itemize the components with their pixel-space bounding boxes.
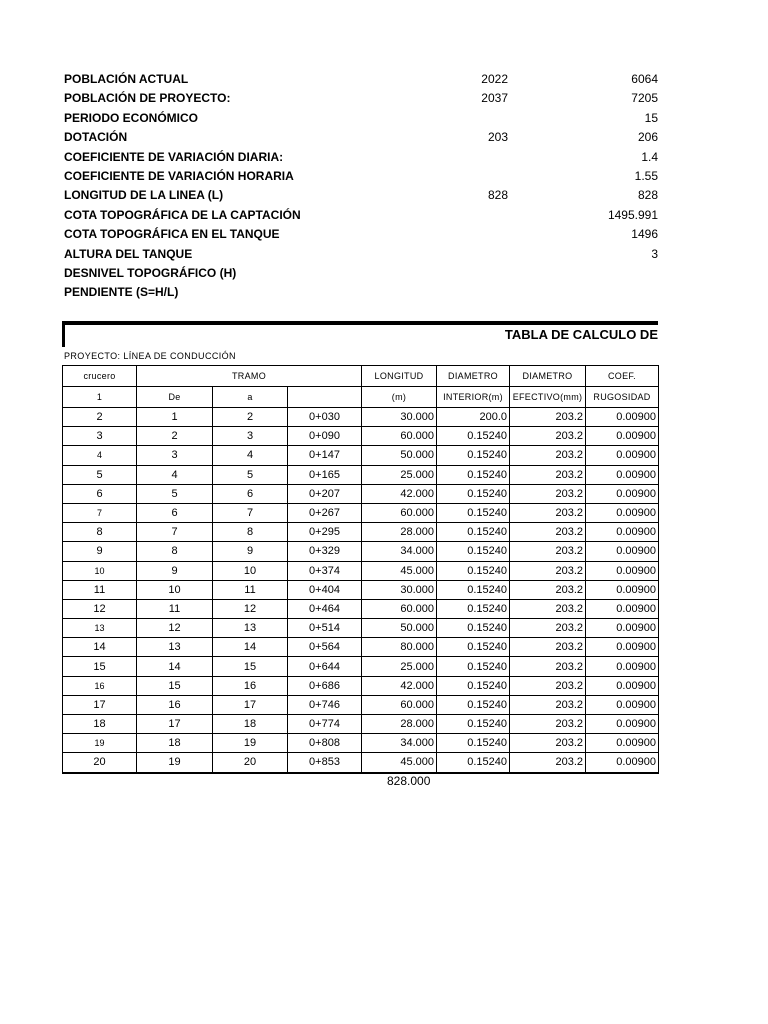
cell-coef-rugosidad: 0.00900	[586, 465, 659, 484]
cell-coef-rugosidad: 0.00900	[586, 580, 659, 599]
param-row	[64, 225, 658, 244]
cell-estacion: 0+165	[288, 465, 362, 484]
header-coef: COEF.	[586, 366, 659, 387]
cell-estacion: 0+404	[288, 580, 362, 599]
cell-de: 19	[137, 753, 213, 773]
cell-crucero: 20	[63, 753, 137, 773]
cell-longitud: 60.000	[362, 503, 437, 522]
cell-de: 12	[137, 619, 213, 638]
table-row	[63, 715, 659, 734]
cell-estacion: 0+207	[288, 484, 362, 503]
cell-longitud: 25.000	[362, 465, 437, 484]
param-value-2: 1.55	[634, 168, 658, 183]
cell-crucero: 17	[63, 695, 137, 714]
cell-diametro-interior: 0.15240	[437, 619, 510, 638]
cell-estacion: 0+464	[288, 599, 362, 618]
cell-diametro-efectivo: 203.2	[510, 484, 586, 503]
cell-crucero: 4	[63, 446, 137, 465]
cell-a: 12	[213, 599, 288, 618]
cell-longitud: 30.000	[362, 580, 437, 599]
cell-longitud: 60.000	[362, 695, 437, 714]
cell-a: 20	[213, 753, 288, 773]
cell-coef-rugosidad: 0.00900	[586, 734, 659, 753]
cell-de: 4	[137, 465, 213, 484]
table-row	[63, 484, 659, 503]
cell-longitud: 45.000	[362, 561, 437, 580]
cell-de: 9	[137, 561, 213, 580]
cell-crucero: 15	[63, 657, 137, 676]
table-header-row-2	[63, 387, 659, 408]
param-label: DOTACIÓN	[64, 130, 128, 145]
cell-crucero: 10	[63, 561, 137, 580]
cell-coef-rugosidad: 0.00900	[586, 638, 659, 657]
cell-crucero: 13	[63, 619, 137, 638]
table-row	[63, 561, 659, 580]
cell-diametro-efectivo: 203.2	[510, 503, 586, 522]
header-efectivo-unit: EFECTIVO(mm)	[510, 387, 586, 408]
cell-diametro-efectivo: 203.2	[510, 561, 586, 580]
cell-diametro-interior: 0.15240	[437, 695, 510, 714]
cell-estacion: 0+746	[288, 695, 362, 714]
cell-de: 10	[137, 580, 213, 599]
header-longitud-unit: (m)	[362, 387, 437, 408]
cell-coef-rugosidad: 0.00900	[586, 715, 659, 734]
cell-diametro-interior: 0.15240	[437, 599, 510, 618]
param-value-2: 206	[637, 130, 658, 145]
cell-diametro-efectivo: 203.2	[510, 408, 586, 427]
param-label: COTA TOPOGRÁFICA DE LA CAPTACIÓN	[64, 207, 301, 222]
header-de: De	[137, 387, 213, 408]
calculation-table-block	[62, 321, 658, 794]
param-row	[64, 206, 658, 225]
param-label: PENDIENTE (S=H/L)	[64, 285, 179, 300]
cell-estacion: 0+514	[288, 619, 362, 638]
cell-crucero: 18	[63, 715, 137, 734]
cell-estacion: 0+644	[288, 657, 362, 676]
cell-diametro-interior: 0.15240	[437, 638, 510, 657]
cell-longitud: 34.000	[362, 734, 437, 753]
param-value-2: 7205	[631, 91, 658, 106]
cell-diametro-interior: 0.15240	[437, 465, 510, 484]
param-row	[64, 128, 658, 147]
table-row	[63, 695, 659, 714]
header-estacion	[288, 387, 362, 408]
cell-coef-rugosidad: 0.00900	[586, 446, 659, 465]
param-label: COEFICIENTE DE VARIACIÓN HORARIA	[64, 168, 294, 183]
table-row	[63, 503, 659, 522]
cell-diametro-interior: 200.0	[437, 408, 510, 427]
cell-crucero: 2	[63, 408, 137, 427]
cell-a: 4	[213, 446, 288, 465]
cell-a: 5	[213, 465, 288, 484]
cell-coef-rugosidad: 0.00900	[586, 561, 659, 580]
table-row	[63, 523, 659, 542]
cell-longitud: 60.000	[362, 599, 437, 618]
cell-a: 16	[213, 676, 288, 695]
cell-de: 5	[137, 484, 213, 503]
cell-longitud: 25.000	[362, 657, 437, 676]
cell-de: 17	[137, 715, 213, 734]
cell-estacion: 0+030	[288, 408, 362, 427]
param-value-1: 203	[487, 130, 508, 145]
cell-longitud: 50.000	[362, 619, 437, 638]
header-a: a	[213, 387, 288, 408]
cell-de: 7	[137, 523, 213, 542]
param-row	[64, 264, 658, 283]
cell-crucero: 14	[63, 638, 137, 657]
cell-diametro-efectivo: 203.2	[510, 638, 586, 657]
cell-a: 14	[213, 638, 288, 657]
cell-estacion: 0+090	[288, 427, 362, 446]
cell-diametro-interior: 0.15240	[437, 484, 510, 503]
cell-coef-rugosidad: 0.00900	[586, 503, 659, 522]
param-value-2: 828	[637, 188, 658, 203]
cell-de: 15	[137, 676, 213, 695]
cell-estacion: 0+267	[288, 503, 362, 522]
cell-a: 18	[213, 715, 288, 734]
cell-diametro-efectivo: 203.2	[510, 619, 586, 638]
cell-diametro-efectivo: 203.2	[510, 465, 586, 484]
table-title-row	[62, 325, 658, 347]
cell-diametro-efectivo: 203.2	[510, 427, 586, 446]
cell-a: 10	[213, 561, 288, 580]
param-value-2: 15	[644, 110, 658, 125]
cell-coef-rugosidad: 0.00900	[586, 676, 659, 695]
table-title: TABLA DE CALCULO DE	[504, 327, 658, 342]
cell-de: 2	[137, 427, 213, 446]
cell-crucero: 5	[63, 465, 137, 484]
cell-estacion: 0+774	[288, 715, 362, 734]
cell-estacion: 0+147	[288, 446, 362, 465]
table-header-row-1	[63, 366, 659, 387]
cell-longitud: 42.000	[362, 676, 437, 695]
table-row	[63, 734, 659, 753]
cell-a: 9	[213, 542, 288, 561]
cell-longitud: 34.000	[362, 542, 437, 561]
cell-longitud: 28.000	[362, 523, 437, 542]
cell-coef-rugosidad: 0.00900	[586, 695, 659, 714]
cell-crucero: 8	[63, 523, 137, 542]
cell-crucero: 16	[63, 676, 137, 695]
cell-a: 2	[213, 408, 288, 427]
cell-a: 11	[213, 580, 288, 599]
cell-a: 3	[213, 427, 288, 446]
cell-longitud: 45.000	[362, 753, 437, 773]
param-row	[64, 109, 658, 128]
cell-coef-rugosidad: 0.00900	[586, 427, 659, 446]
cell-diametro-interior: 0.15240	[437, 753, 510, 773]
table-row	[63, 657, 659, 676]
cell-a: 15	[213, 657, 288, 676]
table-row	[63, 753, 659, 773]
table-row	[63, 619, 659, 638]
cell-de: 18	[137, 734, 213, 753]
project-label: PROYECTO: LÍNEA DE CONDUCCIÓN	[64, 351, 236, 361]
param-row	[64, 89, 658, 108]
cell-a: 19	[213, 734, 288, 753]
cell-crucero: 7	[63, 503, 137, 522]
param-label: LONGITUD DE LA LINEA (L)	[64, 188, 224, 203]
param-value-2: 3	[651, 246, 658, 261]
cell-a: 17	[213, 695, 288, 714]
cell-longitud: 30.000	[362, 408, 437, 427]
cell-coef-rugosidad: 0.00900	[586, 408, 659, 427]
cell-coef-rugosidad: 0.00900	[586, 657, 659, 676]
cell-estacion: 0+374	[288, 561, 362, 580]
cell-de: 8	[137, 542, 213, 561]
cell-diametro-efectivo: 203.2	[510, 734, 586, 753]
header-crucero: crucero	[63, 366, 137, 387]
cell-crucero: 6	[63, 484, 137, 503]
cell-longitud: 60.000	[362, 427, 437, 446]
cell-longitud: 50.000	[362, 446, 437, 465]
cell-diametro-interior: 0.15240	[437, 734, 510, 753]
cell-diametro-interior: 0.15240	[437, 561, 510, 580]
cell-longitud: 80.000	[362, 638, 437, 657]
param-value-1: 828	[487, 188, 508, 203]
table-row	[63, 580, 659, 599]
cell-estacion: 0+853	[288, 753, 362, 773]
cell-crucero: 3	[63, 427, 137, 446]
header-interior-unit: INTERIOR(m)	[437, 387, 510, 408]
param-value-2: 1.4	[641, 149, 658, 164]
table-row	[63, 599, 659, 618]
cell-estacion: 0+808	[288, 734, 362, 753]
cell-diametro-efectivo: 203.2	[510, 715, 586, 734]
cell-crucero: 11	[63, 580, 137, 599]
cell-diametro-efectivo: 203.2	[510, 753, 586, 773]
cell-de: 11	[137, 599, 213, 618]
cell-longitud: 42.000	[362, 484, 437, 503]
cell-crucero: 9	[63, 542, 137, 561]
param-value-1: 2037	[481, 91, 508, 106]
cell-de: 13	[137, 638, 213, 657]
param-value-2: 1496	[631, 227, 658, 242]
cell-diametro-efectivo: 203.2	[510, 542, 586, 561]
param-row	[64, 283, 658, 302]
cell-diametro-efectivo: 203.2	[510, 676, 586, 695]
param-label: COEFICIENTE DE VARIACIÓN DIARIA:	[64, 149, 284, 164]
cell-diametro-efectivo: 203.2	[510, 695, 586, 714]
total-longitud: 828.000	[387, 773, 431, 788]
table-row	[63, 446, 659, 465]
cell-diametro-interior: 0.15240	[437, 446, 510, 465]
cell-diametro-efectivo: 203.2	[510, 657, 586, 676]
cell-de: 16	[137, 695, 213, 714]
header-rugosidad: RUGOSIDAD	[586, 387, 659, 408]
cell-estacion: 0+564	[288, 638, 362, 657]
cell-coef-rugosidad: 0.00900	[586, 523, 659, 542]
cell-diametro-interior: 0.15240	[437, 523, 510, 542]
table-row	[63, 427, 659, 446]
cell-a: 6	[213, 484, 288, 503]
param-label: POBLACIÓN DE PROYECTO:	[64, 91, 231, 106]
cell-estacion: 0+686	[288, 676, 362, 695]
cell-diametro-interior: 0.15240	[437, 676, 510, 695]
cell-diametro-interior: 0.15240	[437, 503, 510, 522]
cell-diametro-efectivo: 203.2	[510, 523, 586, 542]
param-row	[64, 245, 658, 264]
cell-de: 14	[137, 657, 213, 676]
cell-coef-rugosidad: 0.00900	[586, 619, 659, 638]
cell-diametro-interior: 0.15240	[437, 657, 510, 676]
cell-crucero: 19	[63, 734, 137, 753]
param-label: PERIODO ECONÓMICO	[64, 110, 199, 125]
param-row	[64, 70, 658, 89]
cell-diametro-interior: 0.15240	[437, 542, 510, 561]
param-label: POBLACIÓN ACTUAL	[64, 72, 189, 86]
header-longitud: LONGITUD	[362, 366, 437, 387]
param-label: ALTURA DEL TANQUE	[64, 246, 193, 261]
table-row	[63, 676, 659, 695]
header-crucero-num: 1	[63, 387, 137, 408]
cell-diametro-efectivo: 203.2	[510, 580, 586, 599]
cell-de: 1	[137, 408, 213, 427]
table-row	[63, 542, 659, 561]
param-row	[64, 186, 658, 205]
param-label: COTA TOPOGRÁFICA EN EL TANQUE	[64, 227, 280, 242]
header-tramo: TRAMO	[137, 366, 362, 387]
cell-coef-rugosidad: 0.00900	[586, 599, 659, 618]
table-row	[63, 465, 659, 484]
table-row	[63, 638, 659, 657]
table-row	[63, 408, 659, 427]
cell-estacion: 0+329	[288, 542, 362, 561]
calculation-table	[62, 365, 659, 774]
cell-a: 7	[213, 503, 288, 522]
cell-de: 6	[137, 503, 213, 522]
header-diametro-efectivo: DIAMETRO	[510, 366, 586, 387]
param-value-2: 1495.991	[607, 207, 658, 222]
param-row	[64, 148, 658, 167]
cell-diametro-interior: 0.15240	[437, 715, 510, 734]
cell-estacion: 0+295	[288, 523, 362, 542]
param-value-2: 6064	[631, 72, 658, 86]
parameters-block	[64, 70, 658, 303]
param-value-1: 2022	[481, 72, 508, 86]
cell-de: 3	[137, 446, 213, 465]
cell-coef-rugosidad: 0.00900	[586, 484, 659, 503]
cell-diametro-interior: 0.15240	[437, 580, 510, 599]
cell-longitud: 28.000	[362, 715, 437, 734]
cell-coef-rugosidad: 0.00900	[586, 753, 659, 773]
cell-a: 8	[213, 523, 288, 542]
header-diametro-interior: DIAMETRO	[437, 366, 510, 387]
cell-a: 13	[213, 619, 288, 638]
cell-crucero: 12	[63, 599, 137, 618]
param-label: DESNIVEL TOPOGRÁFICO (H)	[64, 265, 237, 280]
cell-diametro-interior: 0.15240	[437, 427, 510, 446]
param-row	[64, 167, 658, 186]
cell-diametro-efectivo: 203.2	[510, 599, 586, 618]
cell-coef-rugosidad: 0.00900	[586, 542, 659, 561]
cell-diametro-efectivo: 203.2	[510, 446, 586, 465]
